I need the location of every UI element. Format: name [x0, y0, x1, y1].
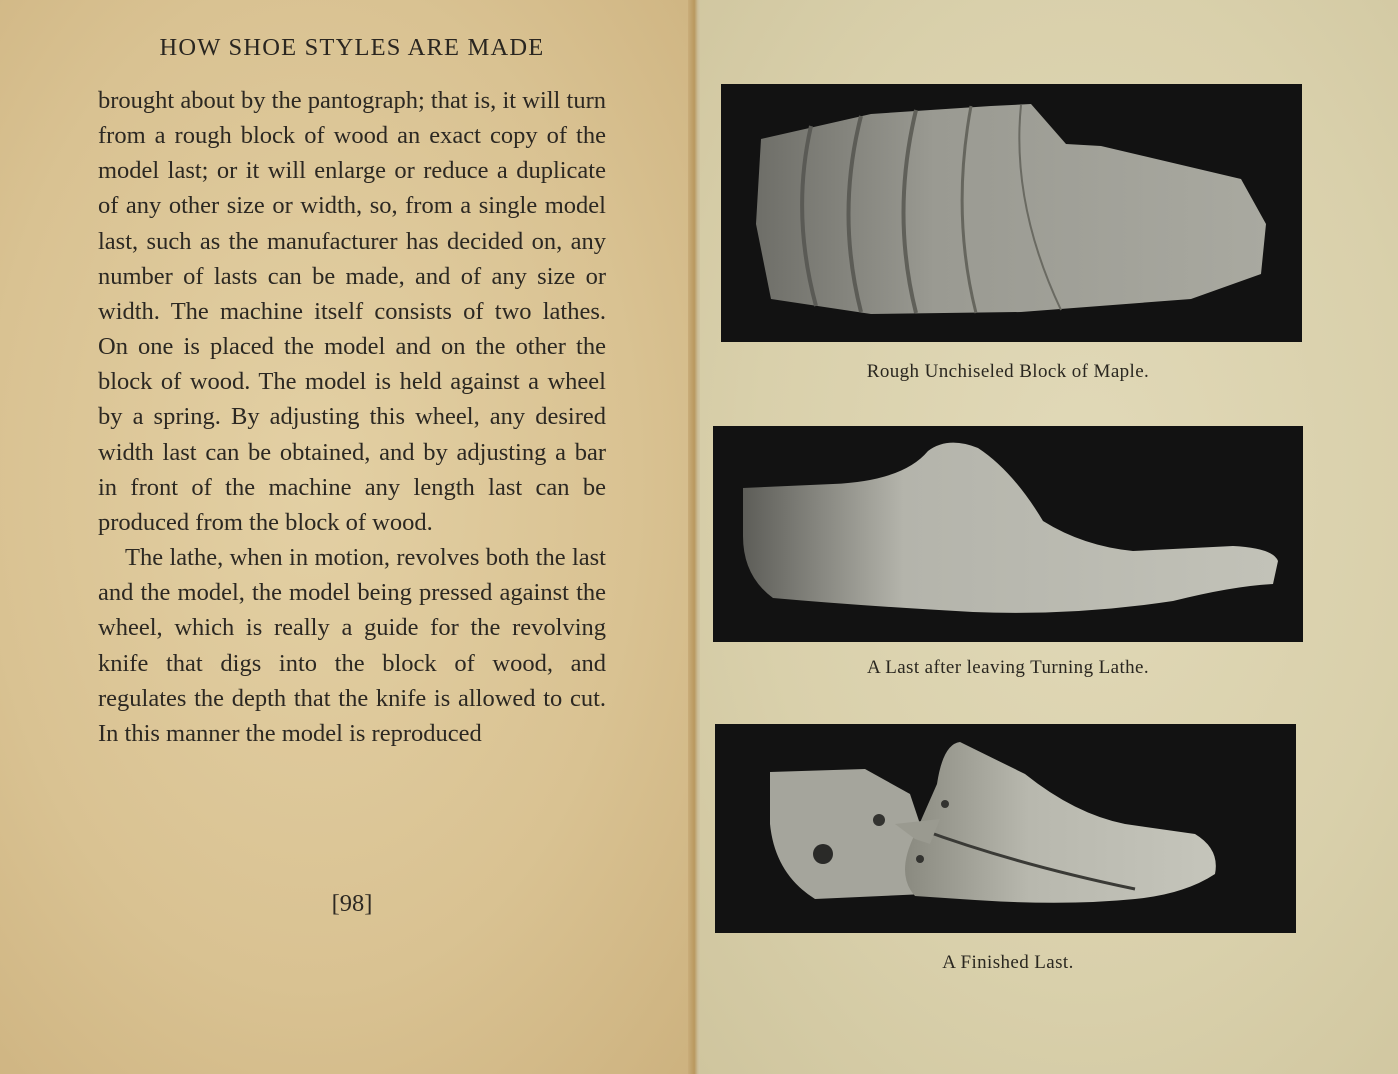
plate-turned-last-photo — [713, 426, 1303, 642]
plate-finished-last-photo — [715, 724, 1296, 933]
page-number: [98] — [331, 890, 373, 917]
left-page — [0, 0, 694, 1074]
caption-rough-block: Rough Unchiseled Block of Maple. — [866, 361, 1150, 382]
running-head: HOW SHOE STYLES ARE MADE — [159, 34, 545, 61]
paragraph-2: The lathe, when in motion, revolves both the last and the model, the model being pressed against the wheel, which is really a guide for the revolving knife that digs into the block of wood, and regulates the depth that the knife is allowed to cut. In this manner the model is reproduced — [98, 544, 606, 747]
plate-rough-block-photo — [721, 84, 1302, 342]
body-text — [98, 83, 606, 751]
caption-finished-last: A Finished Last. — [942, 952, 1074, 973]
paragraph-1: brought about by the pantograph; that is, it will turn from a rough block of wood an exact copy of the model last; or it will enlarge or reduce a duplicate of any other size or width, so, from a single model last, such as the manufacturer has decided on, any number of lasts can be made, and of any size or width. The machine itself consists of two lathes. On one is placed the model and on the other the block of wood. The model is held against a wheel by a spring. By adjusting this wheel, any desired width last can be obtained, and by adjusting a bar in front of the machine any length last can be produced from the block of wood. — [98, 87, 606, 536]
caption-turned-last: A Last after leaving Turning Lathe. — [866, 657, 1150, 678]
